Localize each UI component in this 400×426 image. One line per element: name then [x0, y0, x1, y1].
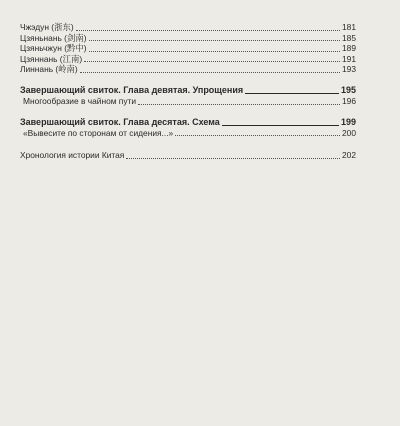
toc-entry-jiannan	[20, 33, 356, 44]
toc-entry-title: Цзяннань (江南)	[20, 53, 83, 64]
dot-leader	[84, 61, 340, 62]
dot-leader	[76, 30, 340, 31]
toc-entry-page: 181	[342, 22, 356, 32]
dot-leader	[80, 72, 340, 73]
dot-leader	[138, 104, 340, 105]
table-of-contents	[20, 22, 356, 161]
toc-chapter-ten	[20, 116, 356, 128]
toc-entry-page: 185	[342, 32, 356, 43]
toc-entry-chronology	[20, 150, 356, 161]
toc-entry-page: 191	[342, 53, 356, 64]
toc-entry-title: Линнань (岭南)	[20, 64, 78, 75]
dot-leader	[89, 40, 341, 41]
dot-leader	[126, 158, 340, 159]
toc-chapter-title: Завершающий свиток. Глава девятая. Упрощения	[20, 84, 244, 95]
solid-leader	[222, 125, 339, 126]
toc-entry-zhedong	[20, 22, 356, 33]
solid-leader	[245, 93, 339, 94]
toc-entry-hang-up	[20, 128, 356, 139]
toc-entry-page: 196	[342, 95, 356, 106]
toc-chapter-nine	[20, 84, 356, 96]
toc-chapter-page: 195	[340, 84, 356, 95]
toc-entry-title: «Вывесите по сторонам от сидения...»	[23, 127, 174, 138]
toc-chapter-title: Завершающий свиток. Глава десятая. Схема	[20, 116, 220, 127]
spacer	[20, 138, 356, 150]
toc-entry-page: 202	[342, 150, 356, 161]
toc-entry-lingnan	[20, 64, 356, 75]
toc-entry-title: Многообразие в чайном пути	[23, 95, 137, 106]
toc-chapter-page: 199	[340, 116, 356, 127]
dot-leader	[89, 51, 340, 52]
toc-entry-title: Хронология истории Китая	[20, 150, 125, 161]
toc-entry-diversity	[20, 96, 356, 107]
toc-entry-title: Цзяньнань (剑南)	[20, 32, 87, 43]
toc-entry-jiangnan	[20, 54, 356, 65]
toc-entry-page: 193	[342, 64, 356, 75]
toc-entry-page: 189	[342, 43, 356, 54]
dot-leader	[175, 135, 340, 136]
toc-entry-title: Цзяньчжун (黔中)	[20, 43, 87, 54]
toc-entry-title: Чжэдун (浙东)	[20, 22, 74, 32]
toc-entry-page: 200	[342, 127, 356, 138]
toc-entry-qianzhong	[20, 43, 356, 54]
